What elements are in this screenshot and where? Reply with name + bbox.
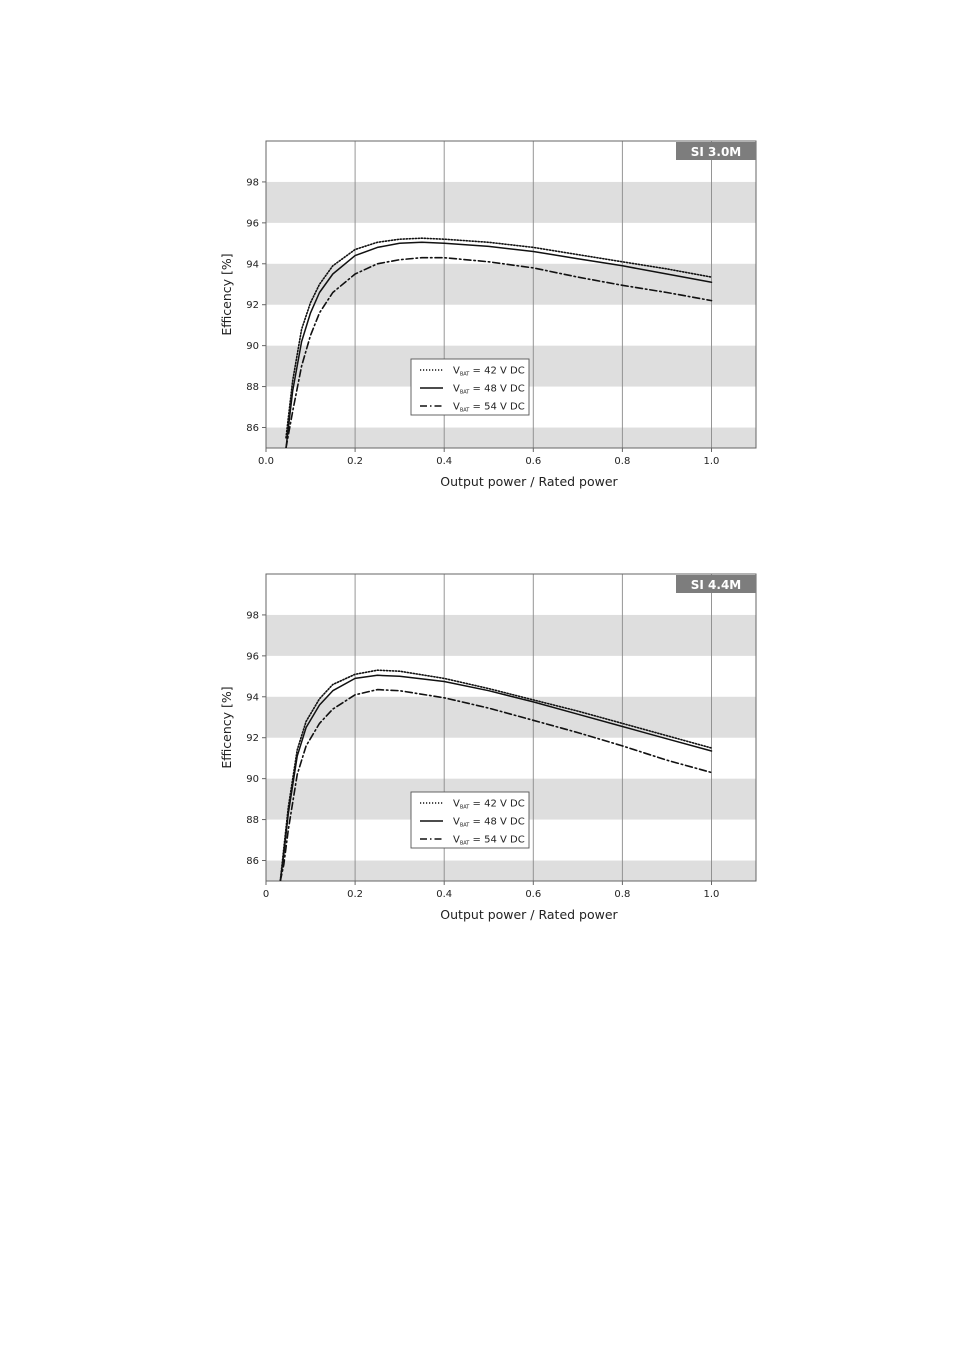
- y-tick-label-0: 98: [246, 610, 259, 622]
- y-tick-label-2: 94: [246, 692, 259, 704]
- x-tick-label-2: 0.4: [436, 889, 453, 900]
- legend-entry-0: $V_{BAT} = 42$ V DC: [453, 798, 525, 811]
- grid-band-3: [266, 182, 756, 223]
- x-tick-label-4: 0.8: [614, 456, 631, 467]
- legend-entry-2: $V_{BAT} = 54$ V DC: [453, 401, 525, 414]
- chart-si-3-0m: [219, 141, 756, 489]
- y-tick-label-0: 98: [246, 177, 259, 189]
- x-tick-label-2: 0.4: [436, 456, 453, 467]
- y-axis-label: Efficency [%]: [219, 686, 234, 769]
- grid-band-2: [266, 264, 756, 305]
- chart-si-4-4m: [219, 574, 756, 922]
- legend: [411, 359, 529, 415]
- x-tick-label-5: 1.0: [703, 456, 720, 467]
- x-tick-label-1: 0.2: [347, 889, 364, 900]
- x-tick-label-3: 0.6: [525, 889, 542, 900]
- grid-band-0: [266, 428, 756, 448]
- y-tick-label-1: 96: [246, 651, 259, 663]
- legend-entry-2: $V_{BAT} = 54$ V DC: [453, 834, 525, 847]
- y-tick-label-6: 86: [246, 423, 259, 435]
- y-tick-label-2: 94: [246, 259, 259, 271]
- legend-entry-0: $V_{BAT} = 42$ V DC: [453, 365, 525, 378]
- y-axis-label: Efficency [%]: [219, 253, 234, 336]
- y-tick-label-1: 96: [246, 218, 259, 230]
- model-badge-label: SI 4.4M: [690, 578, 742, 592]
- legend: [411, 792, 529, 848]
- model-badge-label: SI 3.0M: [690, 145, 742, 159]
- x-tick-label-3: 0.6: [525, 456, 542, 467]
- y-tick-label-5: 88: [246, 382, 259, 394]
- y-tick-label-5: 88: [246, 815, 259, 827]
- y-tick-label-3: 92: [246, 300, 259, 312]
- x-tick-label-0: 0.0: [258, 456, 274, 467]
- grid-band-3: [266, 615, 756, 656]
- y-tick-label-4: 90: [246, 774, 259, 786]
- x-tick-label-1: 0.2: [347, 456, 364, 467]
- x-tick-label-4: 0.8: [614, 889, 631, 900]
- y-tick-label-4: 90: [246, 341, 259, 353]
- legend-entry-1: $V_{BAT} = 48$ V DC: [453, 383, 525, 396]
- x-axis-label: Output power / Rated power: [440, 907, 618, 922]
- y-tick-label-6: 86: [246, 856, 259, 868]
- x-tick-label-0: 0: [262, 889, 270, 900]
- grid-band-2: [266, 697, 756, 738]
- x-axis-label: Output power / Rated power: [440, 474, 618, 489]
- x-tick-label-5: 1.0: [703, 889, 720, 900]
- grid-band-0: [266, 861, 756, 881]
- y-tick-label-3: 92: [246, 733, 259, 745]
- legend-entry-1: $V_{BAT} = 48$ V DC: [453, 816, 525, 829]
